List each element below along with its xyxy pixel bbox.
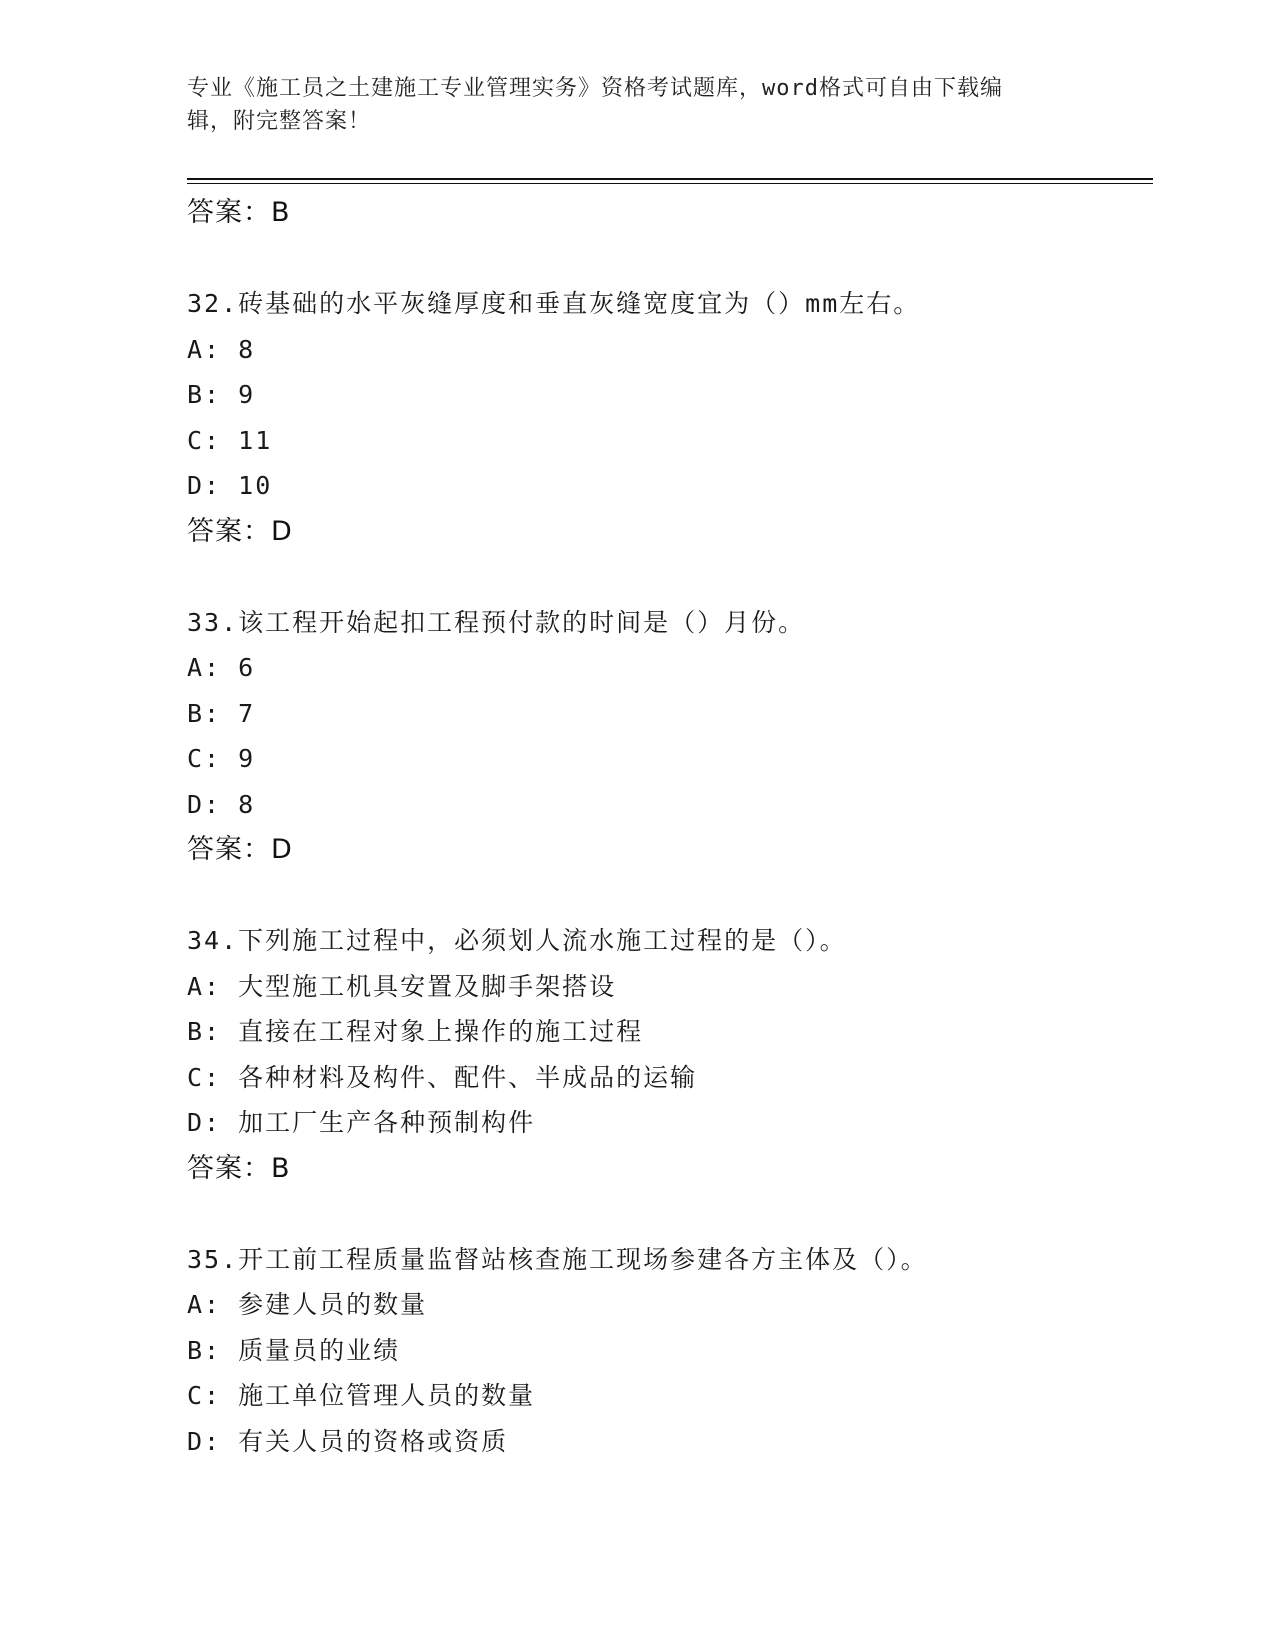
answer-line: 答案：B	[187, 1152, 291, 1184]
question-stem: 33.该工程开始起扣工程预付款的时间是（）月份。	[187, 607, 806, 637]
question-stem: 32.砖基础的水平灰缝厚度和垂直灰缝宽度宜为（）mm左右。	[187, 289, 921, 318]
spacer	[187, 873, 1147, 919]
option-a: A: 6	[187, 653, 256, 682]
option-d: D: 有关人员的资格或资质	[187, 1426, 509, 1456]
header-rule-thin	[187, 183, 1153, 184]
question-block-35	[187, 1237, 1147, 1465]
option-d: D: 加工厂生产各种预制构件	[187, 1108, 536, 1137]
header-line-1: 专业《施工员之土建施工专业管理实务》资格考试题库，word格式可自由下载编	[187, 76, 1003, 101]
question-stem: 34.下列施工过程中，必须划人流水施工过程的是（）。	[187, 926, 847, 955]
question-block-34	[187, 918, 1147, 1191]
header-rule-thick	[187, 178, 1153, 180]
option-d: D: 8	[187, 789, 256, 819]
page-header	[187, 72, 1067, 138]
question-block-33	[187, 600, 1147, 873]
option-a: A: 8	[187, 334, 256, 364]
question-list	[187, 190, 1147, 1464]
option-c: C: 施工单位管理人员的数量	[187, 1381, 536, 1410]
answer-line: 答案：B	[187, 197, 291, 228]
option-c: C: 9	[187, 744, 256, 773]
question-stem: 35.开工前工程质量监督站核查施工现场参建各方主体及（）。	[187, 1244, 928, 1274]
answer-line: 答案：D	[187, 515, 293, 547]
option-b: B: 9	[187, 380, 256, 409]
spacer	[187, 554, 1147, 600]
option-a: A: 参建人员的数量	[187, 1290, 428, 1319]
header-line-2: 辑，附完整答案！	[187, 109, 372, 134]
spacer	[187, 1191, 1147, 1237]
option-c: C: 11	[187, 425, 273, 455]
option-c: C: 各种材料及构件、配件、半成品的运输	[187, 1062, 698, 1092]
spacer	[187, 236, 1147, 282]
option-a: A: 大型施工机具安置及脚手架搭设	[187, 971, 617, 1001]
option-b: B: 质量员的业绩	[187, 1335, 401, 1365]
answer-line: 答案：D	[187, 834, 293, 865]
option-d: D: 10	[187, 471, 273, 500]
option-b: B: 直接在工程对象上操作的施工过程	[187, 1017, 644, 1046]
option-b: B: 7	[187, 698, 256, 728]
question-block-32	[187, 281, 1147, 554]
